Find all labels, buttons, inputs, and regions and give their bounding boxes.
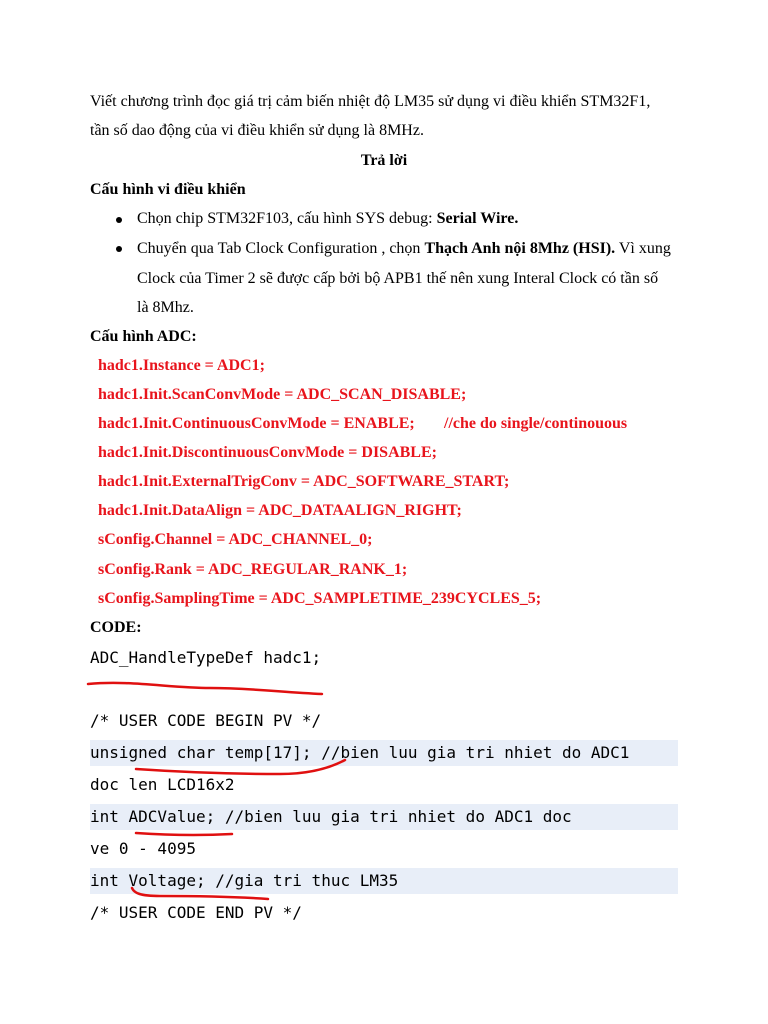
underline-mark: [88, 683, 322, 694]
adc-line: hadc1.Init.ContinuousConvMode = ENABLE;: [98, 415, 415, 432]
bullet-2-tail: Vì xung: [615, 240, 671, 257]
code-line: doc len LCD16x2: [90, 775, 235, 794]
intro-line-1: Viết chương trình đọc giá trị cảm biến nhiệt độ LM35 sử dụng vi điều khiển STM32F1,: [90, 93, 651, 110]
code-line: int ADCValue; //bien luu gia tri nhiet do ADC1 doc: [90, 807, 572, 826]
bullet-1-bold: Serial Wire.: [436, 210, 519, 227]
mcu-config-heading: Cấu hình vi điều khiển: [90, 181, 246, 198]
bullet-icon: [116, 246, 122, 252]
adc-line: hadc1.Init.ScanConvMode = ADC_SCAN_DISABLE;: [98, 386, 467, 403]
code-line: ve 0 - 4095: [90, 839, 196, 858]
bullet-2-text: Chuyển qua Tab Clock Configuration , chọn: [137, 240, 425, 257]
adc-config-heading: Cấu hình ADC:: [90, 328, 197, 345]
code-line: unsigned char temp[17]; //bien luu gia tri nhiet do ADC1: [90, 743, 630, 762]
adc-line: sConfig.Channel = ADC_CHANNEL_0;: [98, 531, 373, 548]
bullet-2: [137, 240, 671, 258]
intro-line-2: tần số dao động của vi điều khiển sử dụng là 8MHz.: [90, 122, 424, 139]
code-line: /* USER CODE END PV */: [90, 903, 302, 922]
code-line: /* USER CODE BEGIN PV */: [90, 711, 322, 730]
code-line: ADC_HandleTypeDef hadc1;: [90, 648, 322, 667]
bullet-1-text: Chọn chip STM32F103, cấu hình SYS debug:: [137, 210, 437, 227]
adc-line: sConfig.SamplingTime = ADC_SAMPLETIME_239CYCLES_5;: [98, 590, 542, 607]
adc-comment: //che do single/continouous: [444, 415, 628, 432]
underline-mark: [136, 833, 232, 835]
bullet-2-line-3: là 8Mhz.: [137, 299, 194, 316]
adc-line: hadc1.Instance = ADC1;: [98, 357, 265, 374]
bullet-1: [137, 210, 518, 228]
bullet-icon: [116, 217, 122, 223]
adc-line: hadc1.Init.ExternalTrigConv = ADC_SOFTWARE_START;: [98, 473, 510, 490]
adc-line: hadc1.Init.DiscontinuousConvMode = DISABLE;: [98, 444, 437, 461]
adc-line: hadc1.Init.DataAlign = ADC_DATAALIGN_RIGHT;: [98, 502, 462, 519]
bullet-2-bold: Thạch Anh nội 8Mhz (HSI).: [424, 240, 616, 257]
bullet-2-line-2: Clock của Timer 2 sẽ được cấp bởi bộ APB1 thế nên xung Interal Clock có tần số: [137, 270, 659, 287]
answer-heading: Trả lời: [360, 152, 408, 169]
code-heading: CODE:: [90, 619, 142, 636]
code-line: int Voltage; //gia tri thuc LM35: [90, 871, 399, 890]
adc-line: sConfig.Rank = ADC_REGULAR_RANK_1;: [98, 561, 408, 578]
